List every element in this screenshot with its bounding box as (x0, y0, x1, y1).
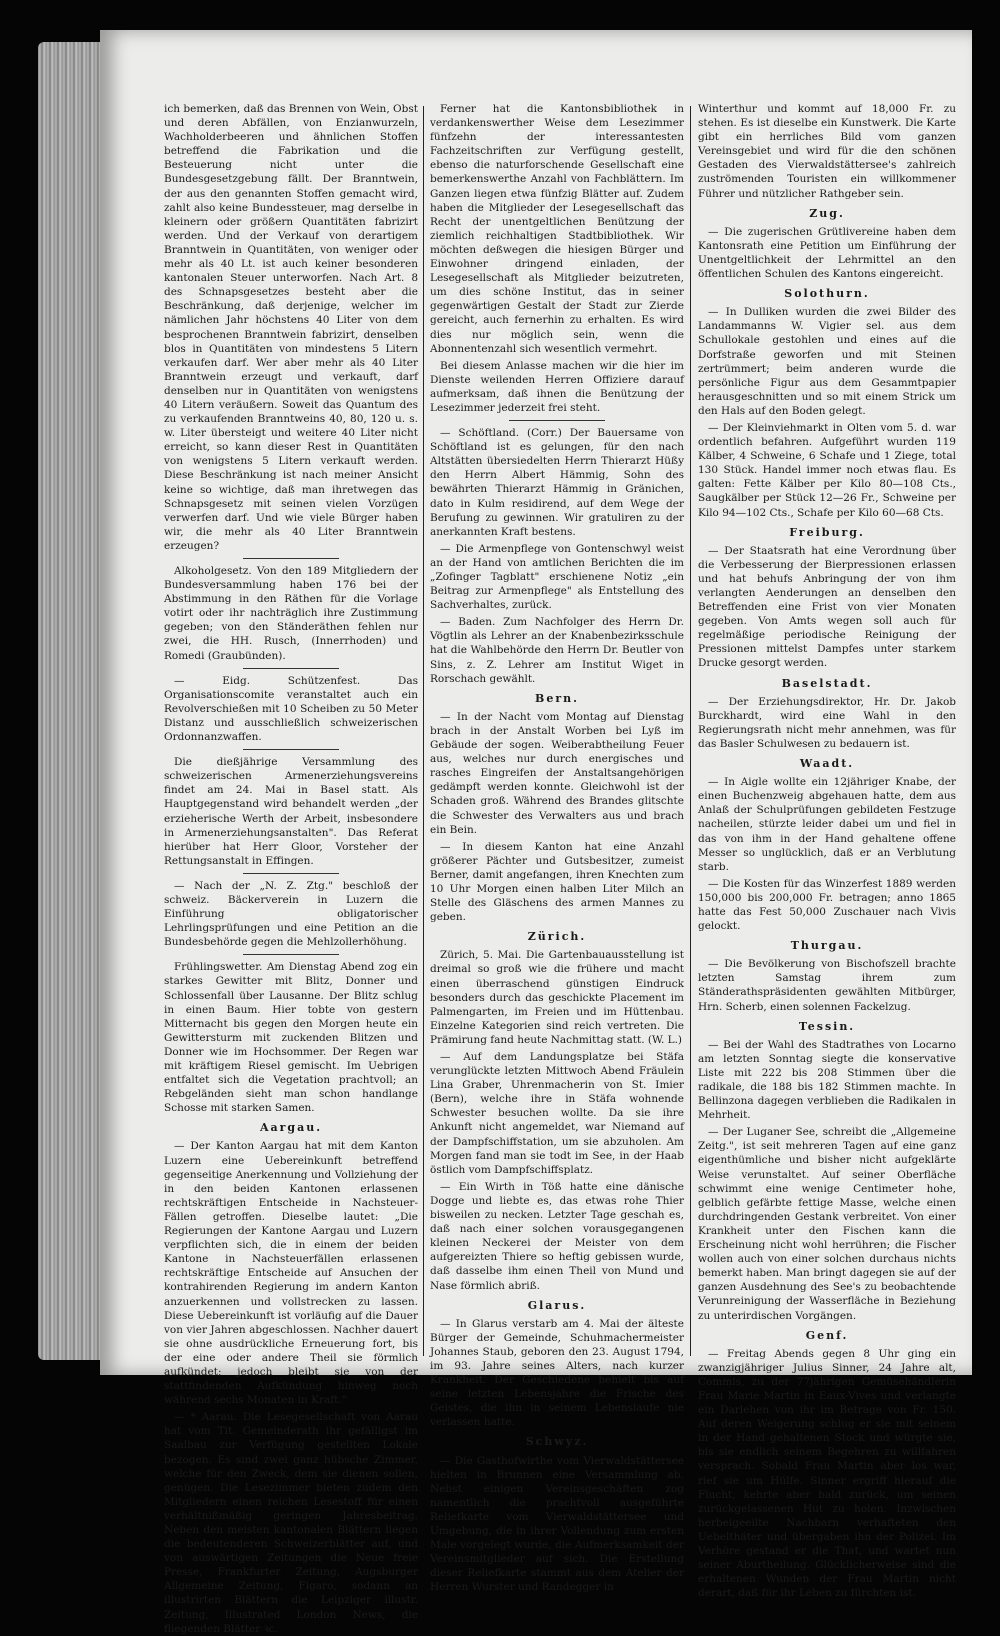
section-heading: Thurgau. (790, 939, 864, 953)
article-paragraph: Ferner hat die Kantonsbibliothek in verdankenswerther Weise dem Lesezimmer fünfzehn der interessantesten Fachzeitschriften zur Verfügung gestellt, ebenso die naturforschende Gesellschaft eine bemerkenswerthe Anzahl von Fachblättern. Im Ganzen liegen etwa fünfzig Blätter auf. Zudem haben die Mitglieder der Lesegesellschaft das Recht der unentgeltlichen Benützung der ziemlich reichhaltigen Stadtbibliothek. Wir möchten deßwegen die hiesigen Bürger und Einwohner dringend einladen, der Lesegesellschaft als Mitglieder beizutreten, um dies schöne Institut, das in seiner gegenwärtigen Gestalt der Stadt zur Zierde gereicht, auch fernerhin zu erhalten. Es wird dies nur möglich sein, wenn die Abonnentenzahl sich wesentlich vermehrt. (430, 103, 684, 355)
article-paragraph: ich bemerken, daß das Brennen von Wein, Obst und deren Abfällen, von Enzianwurzeln, Wachholderbeeren und ähnlichen Stoffen betreffend die Fabrikation und die Besteuerung nicht unter die Bundesgesetzgebung fällt. Der Branntwein, der aus den genannten Stoffen gemacht wird, zahlt also keine Bundessteuer, mag derselbe in kleinern oder größern Quantitäten fabrizirt werden. Und der Verkauf von derartigem Branntwein in Quantitäten, von weniger oder mehr als 40 Lt. ist auch keiner besonderen kantonalen Steuer unterworfen. Nach Art. 8 des Schnapsgesetzes besteht aber die Beschränkung, daß derjenige, welcher im nämlichen Jahr höchstens 40 Liter von dem besprochenen Branntwein fabrizirt, denselben blos in Quantitäten von mindestens 5 Litern verkaufen darf. Wer aber mehr als 40 Liter Branntwein erzeugt und verkauft, darf denselben nur in Quantitäten von wenigstens 40 Litern veräußern. Soweit das Quantum des zu verkaufenden Branntweins 40, 80, 120 u. s. w. Liter übersteigt und weitere 40 Liter nicht erreicht, so kann dieser Rest in Quantitäten von wenigstens 5 Litern verkauft werden. Diese Beschränkung ist nach meiner Ansicht keine so wichtige, daß man ihretwegen das Schnapsgesetz mit seinen vielen Vorzügen verwerfen darf. Und wie viele Bürger haben wir, die mehr als 40 Liter Branntwein erzeugen? (164, 103, 418, 552)
article-paragraph: Frühlingswetter. Am Dienstag Abend zog ein starkes Gewitter mit Blitz, Donner und Schlossenfall über Lausanne. Der Blitz schlug in einen Baum. Hier tobte von gestern Mitternacht bis gegen den Morgen heute ein Gewittersturm mit zuckenden Blitzen und Donner wie im Hochsommer. Der Regen war mit kräftigem Riesel gemischt. Im Uebrigen entfaltet sich die Vegetation prachtvoll; an Rebgeländen sieht man schon handlange Schosse mit starken Samen. (164, 961, 418, 1115)
separator-rule (509, 420, 605, 421)
column-2 (430, 102, 684, 1594)
article-paragraph: — In diesem Kanton hat eine Anzahl größerer Pächter und Gutsbesitzer, zumeist Berner, damit angefangen, ihren Knechten zum 10 Uhr Morgen einen halben Liter Milch an Stelle des Gläschens des armen Mannes zu geben. (430, 840, 684, 924)
article-paragraph: — Ein Wirth in Töß hatte eine dänische Dogge und liebte es, das etwas rohe Thier bisweilen zu necken. Letzter Tage geschah es, daß nach einer solchen vorausgegangenen kleinen Neckerei der Meister von dem aufgereizten Thiere so heftig gebissen wurde, daß dasselbe ihm einen Theil von Mund und Nase förmlich abriß. (430, 1180, 684, 1292)
article-paragraph: — Auf dem Landungsplatze bei Stäfa verunglückte letzten Mittwoch Abend Fräulein Lina Graber, Uhrenmacherin von St. Imier (Bern), welche ihre in Stäfa wohnende Schwester besuchen wollte. Da sie ihre Ankunft nicht angemeldet, war Niemand auf der Dampfschiffstation, um sie abzuholen. Am Morgen fand man sie todt im See, in der Haab östlich vom Dampfschiffsplatz. (430, 1051, 684, 1176)
section-heading: Bern. (535, 691, 579, 705)
section-heading: Schwyz. (525, 1435, 589, 1449)
article-paragraph: Winterthur und kommt auf 18,000 Fr. zu stehen. Es ist dieselbe ein Kunstwerk. Die Karte gibt ein herrliches Bild vom ganzen Vereinsgebiet und wird für die den schönen Gestaden des Vierwaldstättersee's zahlreich zuströmenden Touristen ein willkommener Führer und nützlicher Rathgeber sein. (698, 103, 956, 200)
separator-rule (243, 749, 339, 750)
section-heading: Zug. (809, 206, 845, 220)
article-paragraph: — Nach der „N. Z. Ztg." beschloß der schweiz. Bäckerverein in Luzern die Einführung obligatorischer Lehrlingsprüfungen und eine Petition an die Bundesbehörde gegen die Mehlzollerhöhung. (164, 879, 418, 949)
article-paragraph: — In Dulliken wurden die zwei Bilder des Landammanns W. Vigier sel. aus dem Schullokale gestohlen und eines auf die Dorfstraße geworfen und mit Steinen zertrümmert; beim anderen wurde die persönliche Figur aus dem Gesammtpapier herausgeschnitten und so mit einem Strick um den Hals auf den Boden gelegt. (698, 306, 956, 417)
section-heading: Freiburg. (789, 525, 865, 539)
column-1 (164, 102, 418, 1635)
column-3 (698, 102, 956, 1600)
article-paragraph: — Die Armenpflege von Gontenschwyl weist an der Hand von amtlichen Berichten die im „Zofinger Tagblatt" erschienene Notiz „ein Beitrag zur Armenpflege" als Entstellung des Sachverhaltes, zurück. (430, 542, 684, 612)
article-paragraph: — Die Bevölkerung von Bischofszell brachte letzten Samstag ihrem zum Ständerathspräsidenten gewählten Mitbürger, Hrn. Scherb, einen solennen Fackelzug. (698, 958, 956, 1013)
separator-rule (243, 668, 339, 669)
article-paragraph: Bei diesem Anlasse machen wir die hier im Dienste weilenden Herren Offiziere darauf aufmerksam, daß ihnen die Benützung der Lesezimmer jederzeit frei steht. (430, 359, 684, 414)
article-paragraph: — Der Luganer See, schreibt die „Allgemeine Zeitg.", ist seit mehreren Tagen auf eine ganz eigenthümliche und bisher nicht aufgeklärte Weise verunstaltet. Auf seiner Oberfläche schwimmt eine wenige Centimeter hohe, gelblich gefärbte fettige Masse, welche einen durchdringenden Gestank verbreitet. Von einer Krankheit unter den Fischen kann die Erscheinung nicht wohl herrühren; die Fischer wollen auch von einer solchen durchaus nichts bemerkt haben. Man bringt dagegen sie auf der ganzen Ausdehnung des See's zu beobachtende Verunreinigung der Wasserfläche in Beziehung zu unterirdischen Vorgängen. (698, 1126, 956, 1322)
section-heading: Zürich. (527, 930, 587, 944)
article-paragraph: — Bei der Wahl des Stadtrathes von Locarno am letzten Sonntag siegte die konservative Liste mit 222 bis 208 Stimmen über die radikale, die 188 bis 182 Stimmen machte. In Bellinzona dagegen verblieben die Radikalen in Mehrheit. (698, 1038, 956, 1122)
book-page-edges (38, 42, 102, 1360)
column-rule (423, 106, 424, 1356)
article-paragraph: — Die Gasthofwirthe vom Vierwaldstättersee hielten in Brunnen eine Versammlung ab. Nebst einigen Vereinsgeschäften zog namentlich die prachtvoll ausgeführte Reliefkarte vom Vierwaldstättersee und Umgebung, die in ihrer Vollendung zum ersten Male vorgelegt wurde, die Aufmerksamkeit der Vereinsmitglieder auf sich. Die Erstellung dieser Reliefkarte stammt aus dem Atelier der Herren Wurster und Randegger in (430, 1454, 684, 1594)
section-heading: Waadt. (799, 757, 855, 771)
article-paragraph: Zürich, 5. Mai. Die Gartenbauausstellung ist dreimal so groß wie die frühere und macht einen überraschend günstigen Eindruck besonders durch das geschickte Placement im Palmengarten, im Freien und im Hüttenbau. Einzelne Kategorien sind reich vertreten. Die Prämirung fand heute Nachmittag statt. (W. L.) (430, 949, 684, 1046)
separator-rule (243, 558, 339, 559)
article-paragraph: — In Aigle wollte ein 12jähriger Knabe, der einen Buchenzweig abgehauen hatte, dem aus Anlaß der Schulprüfungen gebildeten Festzuge nacheilen, stürzte leider dabei um und fiel in das von ihm in der Hand gehaltene offene Messer so unglücklich, daß er an Verblutung starb. (698, 776, 956, 873)
column-rule (690, 106, 691, 1356)
article-paragraph: — Baden. Zum Nachfolger des Herrn Dr. Vögtlin als Lehrer an der Knabenbezirksschule hat die Wahlbehörde den Herrn Dr. Beutler von Sins, z. Z. Lehrer am Institut Wiget in Rorschach gewählt. (430, 616, 684, 685)
article-paragraph: — Schöftland. (Corr.) Der Bauersame von Schöftland ist es gelungen, für den nach Altstätten übersiedelten Herrn Thierarzt Hüßy den Herrn Albert Hämmig, Sohn des bewährten Thierarzt Hämmig in Gränichen, dato in Kulm residirend, auf dem Wege der Berufung zu gewinnen. Wir gratuliren zu der anerkannten Kraft bestens. (430, 427, 684, 538)
section-heading: Baselstadt. (781, 676, 873, 690)
article-paragraph: — Freitag Abends gegen 8 Uhr ging ein zwanzigjähriger Julius Sinner, 24 Jahre alt, Commis, zu der 77jährigen Gemüsehändlerin Frau Marie Martin in Eaux-Vives und verlangte ein Darlehen von ihr im Betrage von Fr. 150. Auf deren Weigerung schlug er sie mit seinem in der Hand gehaltenen Stock und würgte sie, bis sie endlich seinem Begehren zu willfahren versprach. Sobald Frau Martin aber los war, rief sie um Hülfe. Sinner ergriff hierauf die Flucht, kehrte aber bald zurück, um seinen zurückgelassenen Hut zu holen. Inzwischen herbeigeeilte Nachbarn verhafteten den Uebelthäter und übergaben ihn der Polizei. Im Verhöre gestand er die That, und wartet nun seiner Aburtheilung. Glücklicherweise sind die erhaltenen Wunden der Frau Martin nicht derart, daß für ihr Leben zu fürchten ist. (698, 1347, 956, 1600)
section-heading: Genf. (805, 1328, 849, 1342)
newspaper-page (100, 30, 972, 1635)
separator-rule (243, 954, 339, 955)
article-paragraph: Die dießjährige Versammlung des schweizerischen Armenerziehungsvereins findet am 24. Mai in Basel statt. Als Hauptgegenstand wird behandelt werden „der erzieherische Werth der Arbeit, insbesondere in Armenerziehungsanstalten". Das Referat hierüber hat Herr Gloor, Vorsteher der Rettungsanstalt in Effingen. (164, 756, 418, 867)
article-paragraph: — Der Kanton Aargau hat mit dem Kanton Luzern eine Uebereinkunft betreffend gegenseitige Anerkennung und Vollziehung der in den beiden Kantonen erlassenen rechtskräftigen Entscheide in Nachsteuer-Fällen getroffen. Dieselbe lautet: „Die Regierungen der Kantone Aargau und Luzern verpflichten sich, die in einem der beiden Kantone in Nachsteuerfällen erlassenen rechtskräftige Entscheide auf Ansuchen der kontrahirenden Regierung im andern Kanton anzuerkennen und vollstrecken zu lassen. Diese Uebereinkunft ist vorläufig auf die Dauer von vier Jahren abgeschlossen. Nachher dauert sie ohne ausdrückliche Erneuerung fort, bis der eine oder andere Theil sie förmlich aufkündet; jedoch bleibt sie von der stattfindenden Aufkündung hinweg noch während sechs Monaten in Kraft." (164, 1140, 418, 1407)
section-heading: Glarus. (527, 1298, 587, 1312)
article-paragraph: — Die Kosten für das Winzerfest 1889 werden 150,000 bis 200,000 Fr. betragen; anno 1865 hatte das Fest 50,000 Zuschauer nach Vivis gelockt. (698, 877, 956, 933)
article-paragraph: — Die zugerischen Grütlivereine haben dem Kantonsrath eine Petition um Einführung der Unentgeltlichkeit der Lehrmittel an den öffentlichen Schulen des Kantons eingereicht. (698, 225, 956, 281)
article-paragraph: — Eidg. Schützenfest. Das Organisationscomite veranstaltet auch ein Revolverschießen mit 10 Scheiben zu 50 Meter Distanz und ausschließlich schweizerischen Ordonnanzwaffen. (164, 674, 418, 744)
article-paragraph: — * Aarau. Die Lesegesellschaft von Aarau hat vom Tit. Gemeinderath ihr gefälligst im Saalbau zur Verfügung gestellten Lokale bezogen. Es sind zwei ganz hübsche Zimmer, welche für den Zweck, dem sie dienen sollen, genügen. Die Lesezimmer bieten zudem den Mitgliedern einen reichen Lesestoff für einen verhältnißmäßig geringen Jahresbeitrag. Neben den meisten kantonalen Blättern liegen die bedeutenderen Schweizerblätter auf, und von auswärtigen Zeitungen die Neue freie Presse, Frankfurter Zeitung, Augsburger Allgemeine Zeitung, Figaro, sodann an illustrirten Blättern die Leipziger illustr. Zeitung, Illustrated London News, die fliegenden Blätter ꝛc. (164, 1411, 418, 1635)
article-paragraph: — In der Nacht vom Montag auf Dienstag brach in der Anstalt Worben bei Lyß im Gebäude der sogen. Weiberabtheilung Feuer aus, welches nur durch energisches und rasches Eingreifen der Anstaltsangehörigen gedämpft werden konnte. Gleichwohl ist der Schaden groß. Während des Brandes glitschte die Schwester des Verwalters aus und brach ein Bein. (430, 710, 684, 836)
article-paragraph: — Der Erziehungsdirektor, Hr. Dr. Jakob Burckhardt, wird eine Wahl in den Regierungsrath nicht mehr annehmen, was für das Basler Schulwesen zu bedauern ist. (698, 695, 956, 750)
section-heading: Aargau. (259, 1121, 323, 1135)
article-paragraph: — In Glarus verstarb am 4. Mai der älteste Bürger der Gemeinde, Schuhmachermeister Johannes Staub, geboren den 23. August 1794, im 93. Jahre seines Alters, nach kurzer Krankheit. Der Geschiedene behielt bis auf seine letzten Lebensjahre die Frische des Geistes, die ihn in seinem Lebenslaufe nie verlassen hatte. (430, 1317, 684, 1429)
section-heading: Solothurn. (784, 287, 870, 301)
separator-rule (243, 873, 339, 874)
section-heading: Tessin. (798, 1019, 856, 1033)
article-paragraph: — Der Kleinviehmarkt in Olten vom 5. d. war ordentlich befahren. Aufgeführt wurden 119 Kälber, 4 Schweine, 6 Schafe und 1 Ziege, total 130 Stück. Handel immer noch etwas flau. Es galten: Fette Kälber per Kilo 80—108 Cts., Saugkälber per Stück 12—26 Fr., Schweine per Kilo 94—102 Cts., Schafe per Kilo 60—68 Cts. (698, 421, 956, 519)
article-paragraph: Alkoholgesetz. Von den 189 Mitgliedern der Bundesversammlung haben 176 bei der Abstimmung in den Räthen für die Vorlage votirt oder ihr nachträglich ihre Zustimmung gegeben; von den Ständeräthen fehlen nur zwei, die HH. Rusch, (Innerrhoden) und Romedi (Graubünden). (164, 565, 418, 662)
article-paragraph: — Der Staatsrath hat eine Verordnung über die Verbesserung der Bierpressionen erlassen und hat behufs Anbringung der von ihm verlangten Aenderungen an denselben den Betreffenden eine Frist von vier Monaten gegeben. Von Amts wegen soll auch für regelmäßige periodische Reinigung der Pressionen mittelst Dampfes unter starkem Drucke gesorgt werden. (698, 544, 956, 670)
